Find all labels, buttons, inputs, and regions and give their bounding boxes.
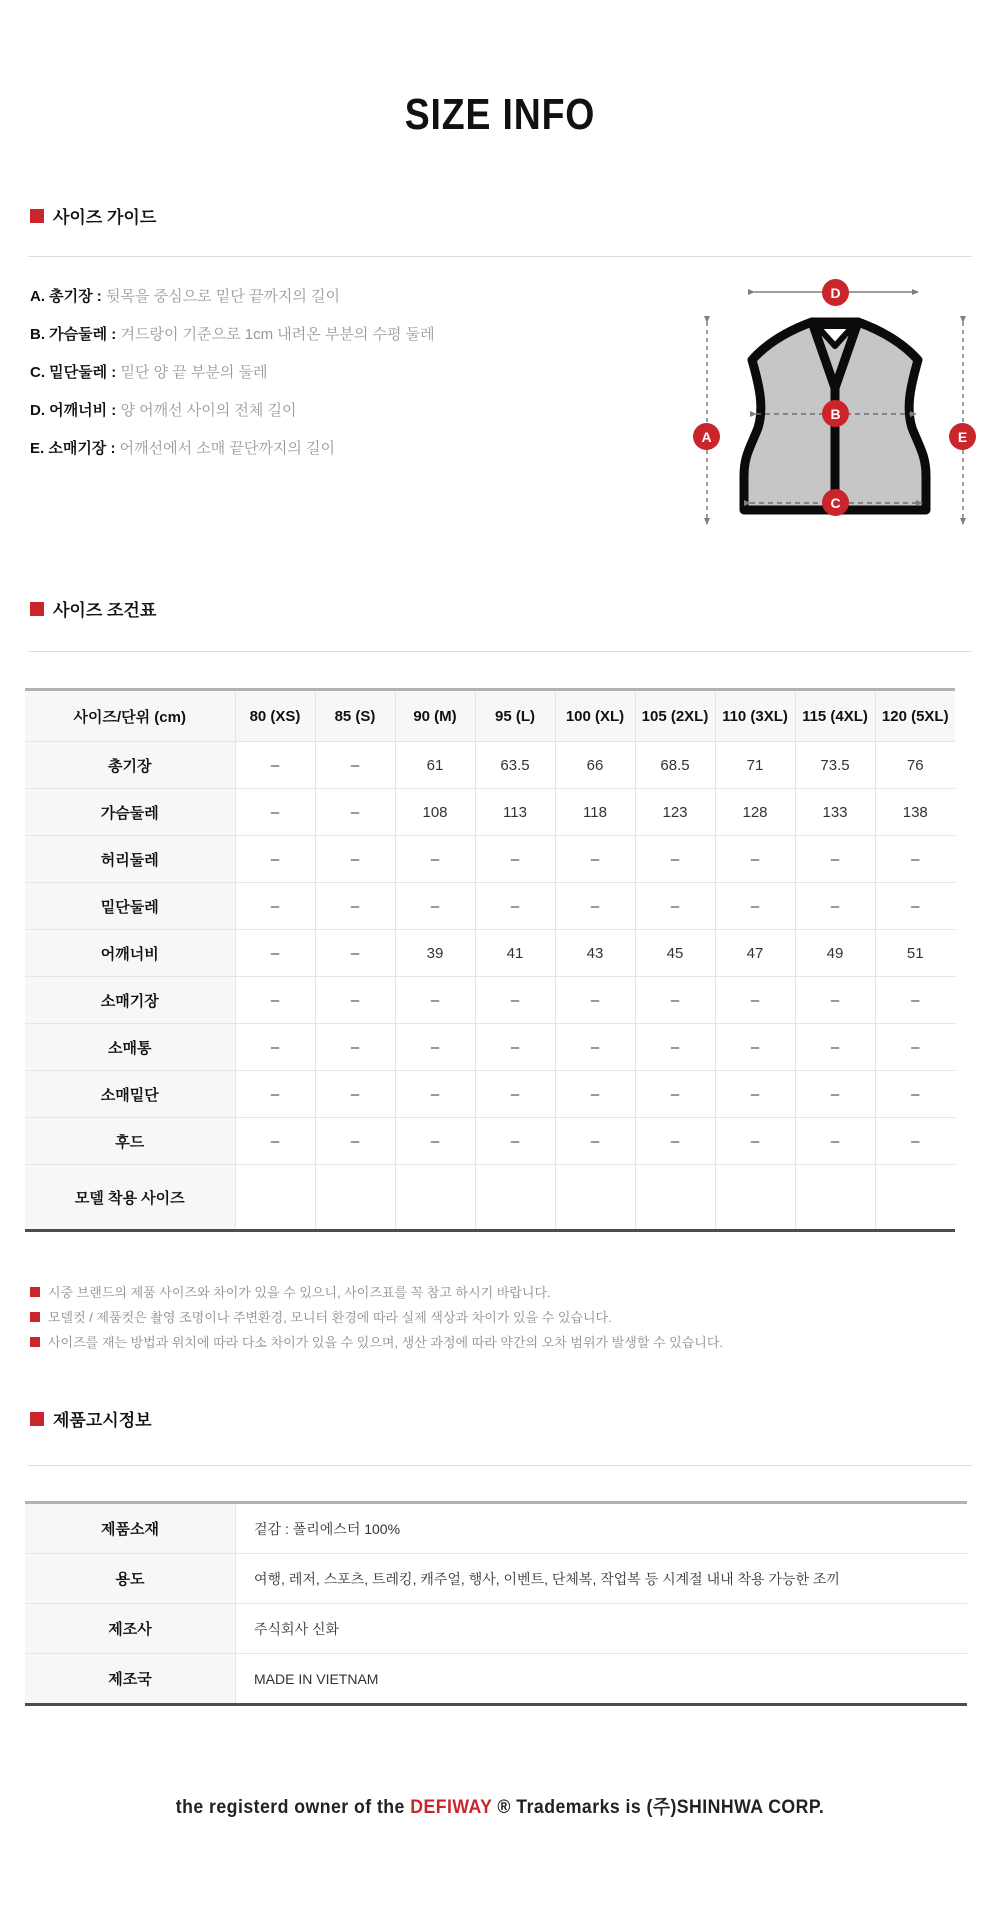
product-info-row [25,1604,967,1654]
size-table-column-header: 115 (4XL) [795,690,875,742]
size-table-column-header: 80 (XS) [235,690,315,742]
size-notes [30,1285,723,1360]
footer-text-suffix: ® Trademarks is (주)SHINHWA CORP. [492,1797,825,1818]
size-table-cell: 138 [875,789,955,836]
size-table [25,688,955,1232]
size-table-cell [795,1165,875,1231]
size-table-cell [475,1165,555,1231]
size-table-cell: – [235,789,315,836]
size-table-row [25,1118,955,1165]
size-table-cell: 39 [395,930,475,977]
product-info-row [25,1654,967,1705]
size-note [30,1285,723,1300]
size-table-row-label: 소매기장 [25,977,235,1024]
size-table-cell: – [555,883,635,930]
size-table-column-header: 110 (3XL) [715,690,795,742]
vest-diagram [690,278,980,536]
size-table-row-label: 밑단둘레 [25,883,235,930]
size-table-row-label: 가슴둘레 [25,789,235,836]
size-table-row [25,789,955,836]
measure-item [30,402,435,419]
size-table-cell: – [475,836,555,883]
size-table-column-header: 사이즈/단위 (cm) [25,690,235,742]
measure-item [30,326,435,343]
measure-item [30,288,435,305]
page-title: SIZE INFO [404,90,596,139]
size-table-cell: – [315,742,395,789]
size-table-cell: – [235,742,315,789]
badge-d: D [822,279,849,306]
product-info-value: 주식회사 신화 [236,1604,968,1654]
size-table-row [25,977,955,1024]
size-table-row-label: 모델 착용 사이즈 [25,1165,235,1231]
size-guide-heading [30,203,156,228]
size-table-cell: 133 [795,789,875,836]
size-note-text: 사이즈를 재는 방법과 위치에 따라 다소 차이가 있을 수 있으며, 생산 과정에 따라 약간의 오차 범위가 발생할 수 있습니다. [48,1335,724,1350]
size-table-cell: – [475,977,555,1024]
red-square-bullet [30,602,44,616]
size-table-cell: – [235,930,315,977]
size-table-row [25,742,955,789]
size-table-cell: – [235,1071,315,1118]
size-table-cell: 68.5 [635,742,715,789]
product-info-label: 제조국 [25,1654,236,1705]
size-table-cell [875,1165,955,1231]
product-info-value: 겉감 : 폴리에스터 100% [236,1503,968,1554]
size-table-heading [30,596,156,621]
product-info-label: 용도 [25,1554,236,1604]
size-table-column-header: 100 (XL) [555,690,635,742]
size-table-cell: – [875,1024,955,1071]
size-table-header-row [25,690,955,742]
size-table-cell: – [715,977,795,1024]
size-table-cell [715,1165,795,1231]
badge-c: C [822,489,849,516]
size-table-cell: – [475,1024,555,1071]
product-info-label: 제조사 [25,1604,236,1654]
badge-b: B [822,400,849,427]
size-table-head [25,690,955,742]
size-table-row [25,1071,955,1118]
size-table-row-label: 허리둘레 [25,836,235,883]
size-table-row [25,883,955,930]
size-table-row-label: 후드 [25,1118,235,1165]
measure-desc: 양 어깨선 사이의 전체 길이 [120,402,297,419]
size-table-cell: 63.5 [475,742,555,789]
product-info-row [25,1503,967,1554]
size-table-cell: 113 [475,789,555,836]
size-table-cell: 47 [715,930,795,977]
measure-label: E. 소매기장 : [30,440,120,457]
size-table-cell: 108 [395,789,475,836]
size-table-cell: – [395,977,475,1024]
size-table-column-header: 90 (M) [395,690,475,742]
size-table-cell: 66 [555,742,635,789]
measure-label: B. 가슴둘레 : [30,326,121,343]
size-note [30,1310,723,1325]
size-table-row [25,1165,955,1231]
size-table-cell: – [395,836,475,883]
badge-e: E [949,423,976,450]
size-table-cell: 76 [875,742,955,789]
size-table-cell: 123 [635,789,715,836]
measure-label: D. 어깨너비 : [30,402,121,419]
size-table-cell: – [875,836,955,883]
size-table-body [25,742,955,1231]
product-info-body [25,1503,967,1705]
size-note-text: 모델컷 / 제품컷은 촬영 조명이나 주변환경, 모니터 환경에 따라 실제 색상과 차이가 있을 수 있습니다. [48,1310,612,1325]
size-table-row-label: 총기장 [25,742,235,789]
size-table-cell: – [795,977,875,1024]
size-table-cell [555,1165,635,1231]
size-table-cell: – [875,883,955,930]
size-table-cell: – [235,1024,315,1071]
size-table-cell: – [795,836,875,883]
size-table-cell: 43 [555,930,635,977]
size-note-text: 시중 브랜드의 제품 사이즈와 차이가 있을 수 있으니, 사이즈표를 꼭 참고 하시기 바랍니다. [48,1285,551,1300]
note-bullet-square [30,1287,40,1297]
size-table-cell: – [635,1071,715,1118]
size-table-cell: – [315,1024,395,1071]
size-table-cell: – [555,1071,635,1118]
size-table-cell: – [475,1118,555,1165]
size-table-cell: – [555,1118,635,1165]
size-table-cell: – [795,1024,875,1071]
size-table-cell: – [395,1071,475,1118]
size-table-cell: – [395,1118,475,1165]
size-table-row [25,930,955,977]
size-table-row-label: 소매밑단 [25,1071,235,1118]
divider-line [28,651,972,652]
red-square-bullet [30,1412,44,1426]
size-guide-heading-label: 사이즈 가이드 [53,208,157,227]
product-info-value: MADE IN VIETNAM [254,1670,379,1687]
size-table-cell [395,1165,475,1231]
size-table-cell: – [235,977,315,1024]
size-table-cell: – [555,977,635,1024]
size-table-cell: 41 [475,930,555,977]
product-info-heading-label: 제품고시정보 [53,1411,152,1430]
product-info-value: 여행, 레저, 스포츠, 트레킹, 캐주얼, 행사, 이벤트, 단체복, 작업복 등 시계절 내내 착용 가능한 조끼 [236,1554,968,1604]
product-info-row [25,1554,967,1604]
footer-trademark-note [35,1792,965,1819]
size-table-cell: – [315,836,395,883]
size-table-cell: – [795,883,875,930]
size-table-cell [315,1165,395,1231]
measure-item [30,364,435,381]
size-table-cell: – [555,836,635,883]
size-table-cell: – [315,883,395,930]
product-info-table [25,1501,967,1706]
size-table-cell: – [235,836,315,883]
measure-desc: 밑단 양 끝 부분의 둘레 [120,364,268,381]
badge-a: A [693,423,720,450]
footer-brand-name: DEFIWAY [410,1797,493,1818]
footer-text-prefix: the registerd owner of the [175,1797,411,1818]
size-table-column-header: 85 (S) [315,690,395,742]
size-table-row [25,836,955,883]
size-table-cell [635,1165,715,1231]
note-bullet-square [30,1312,40,1322]
size-table-cell: – [715,1118,795,1165]
size-table-cell: – [395,1024,475,1071]
size-table-cell: 71 [715,742,795,789]
size-table-cell [235,1165,315,1231]
size-table-cell: – [315,930,395,977]
size-table-cell: – [875,1071,955,1118]
size-table-cell: – [475,1071,555,1118]
measure-item [30,440,435,457]
size-table-cell: – [795,1118,875,1165]
divider-line [28,256,972,257]
size-table-cell: – [315,1071,395,1118]
size-table-cell: – [715,1024,795,1071]
size-table-cell: – [715,836,795,883]
red-square-bullet [30,209,44,223]
divider-line [28,1465,972,1466]
size-table-column-header: 120 (5XL) [875,690,955,742]
size-table-cell: 45 [635,930,715,977]
measure-desc: 뒷목을 중심으로 밑단 끝까지의 길이 [105,288,340,305]
size-table-cell: 51 [875,930,955,977]
size-table-cell: – [635,1118,715,1165]
measure-list [30,288,435,478]
size-table-cell: 118 [555,789,635,836]
measure-label: A. 총기장 : [30,288,106,305]
size-table-cell: 49 [795,930,875,977]
size-table-column-header: 95 (L) [475,690,555,742]
size-note [30,1335,723,1350]
size-table-heading-label: 사이즈 조건표 [53,601,157,620]
size-table-cell: – [875,977,955,1024]
size-table-cell: – [635,977,715,1024]
note-bullet-square [30,1337,40,1347]
product-info-label: 제품소재 [25,1503,236,1554]
size-table-row-label: 소매통 [25,1024,235,1071]
measure-desc: 겨드랑이 기준으로 1cm 내려온 부분의 수평 둘레 [120,326,435,343]
measure-desc: 어깨선에서 소매 끝단까지의 길이 [119,440,336,457]
size-table-cell: – [315,977,395,1024]
size-table-cell: – [475,883,555,930]
size-table-cell: – [715,1071,795,1118]
size-table-cell: 73.5 [795,742,875,789]
product-info-heading [30,1406,152,1431]
measure-label: C. 밑단둘레 : [30,364,121,381]
size-table-cell: – [635,836,715,883]
size-table-cell: – [555,1024,635,1071]
size-table-row [25,1024,955,1071]
size-table-cell: – [635,883,715,930]
size-table-cell: – [715,883,795,930]
size-table-cell: – [235,1118,315,1165]
size-table-cell: – [795,1071,875,1118]
size-table-cell: – [235,883,315,930]
size-table-cell: – [635,1024,715,1071]
size-table-cell: – [315,1118,395,1165]
size-table-column-header: 105 (2XL) [635,690,715,742]
size-table-cell: – [395,883,475,930]
size-table-row-label: 어깨너비 [25,930,235,977]
size-table-cell: 128 [715,789,795,836]
size-table-cell: – [875,1118,955,1165]
size-table-cell: 61 [395,742,475,789]
size-table-cell: – [315,789,395,836]
